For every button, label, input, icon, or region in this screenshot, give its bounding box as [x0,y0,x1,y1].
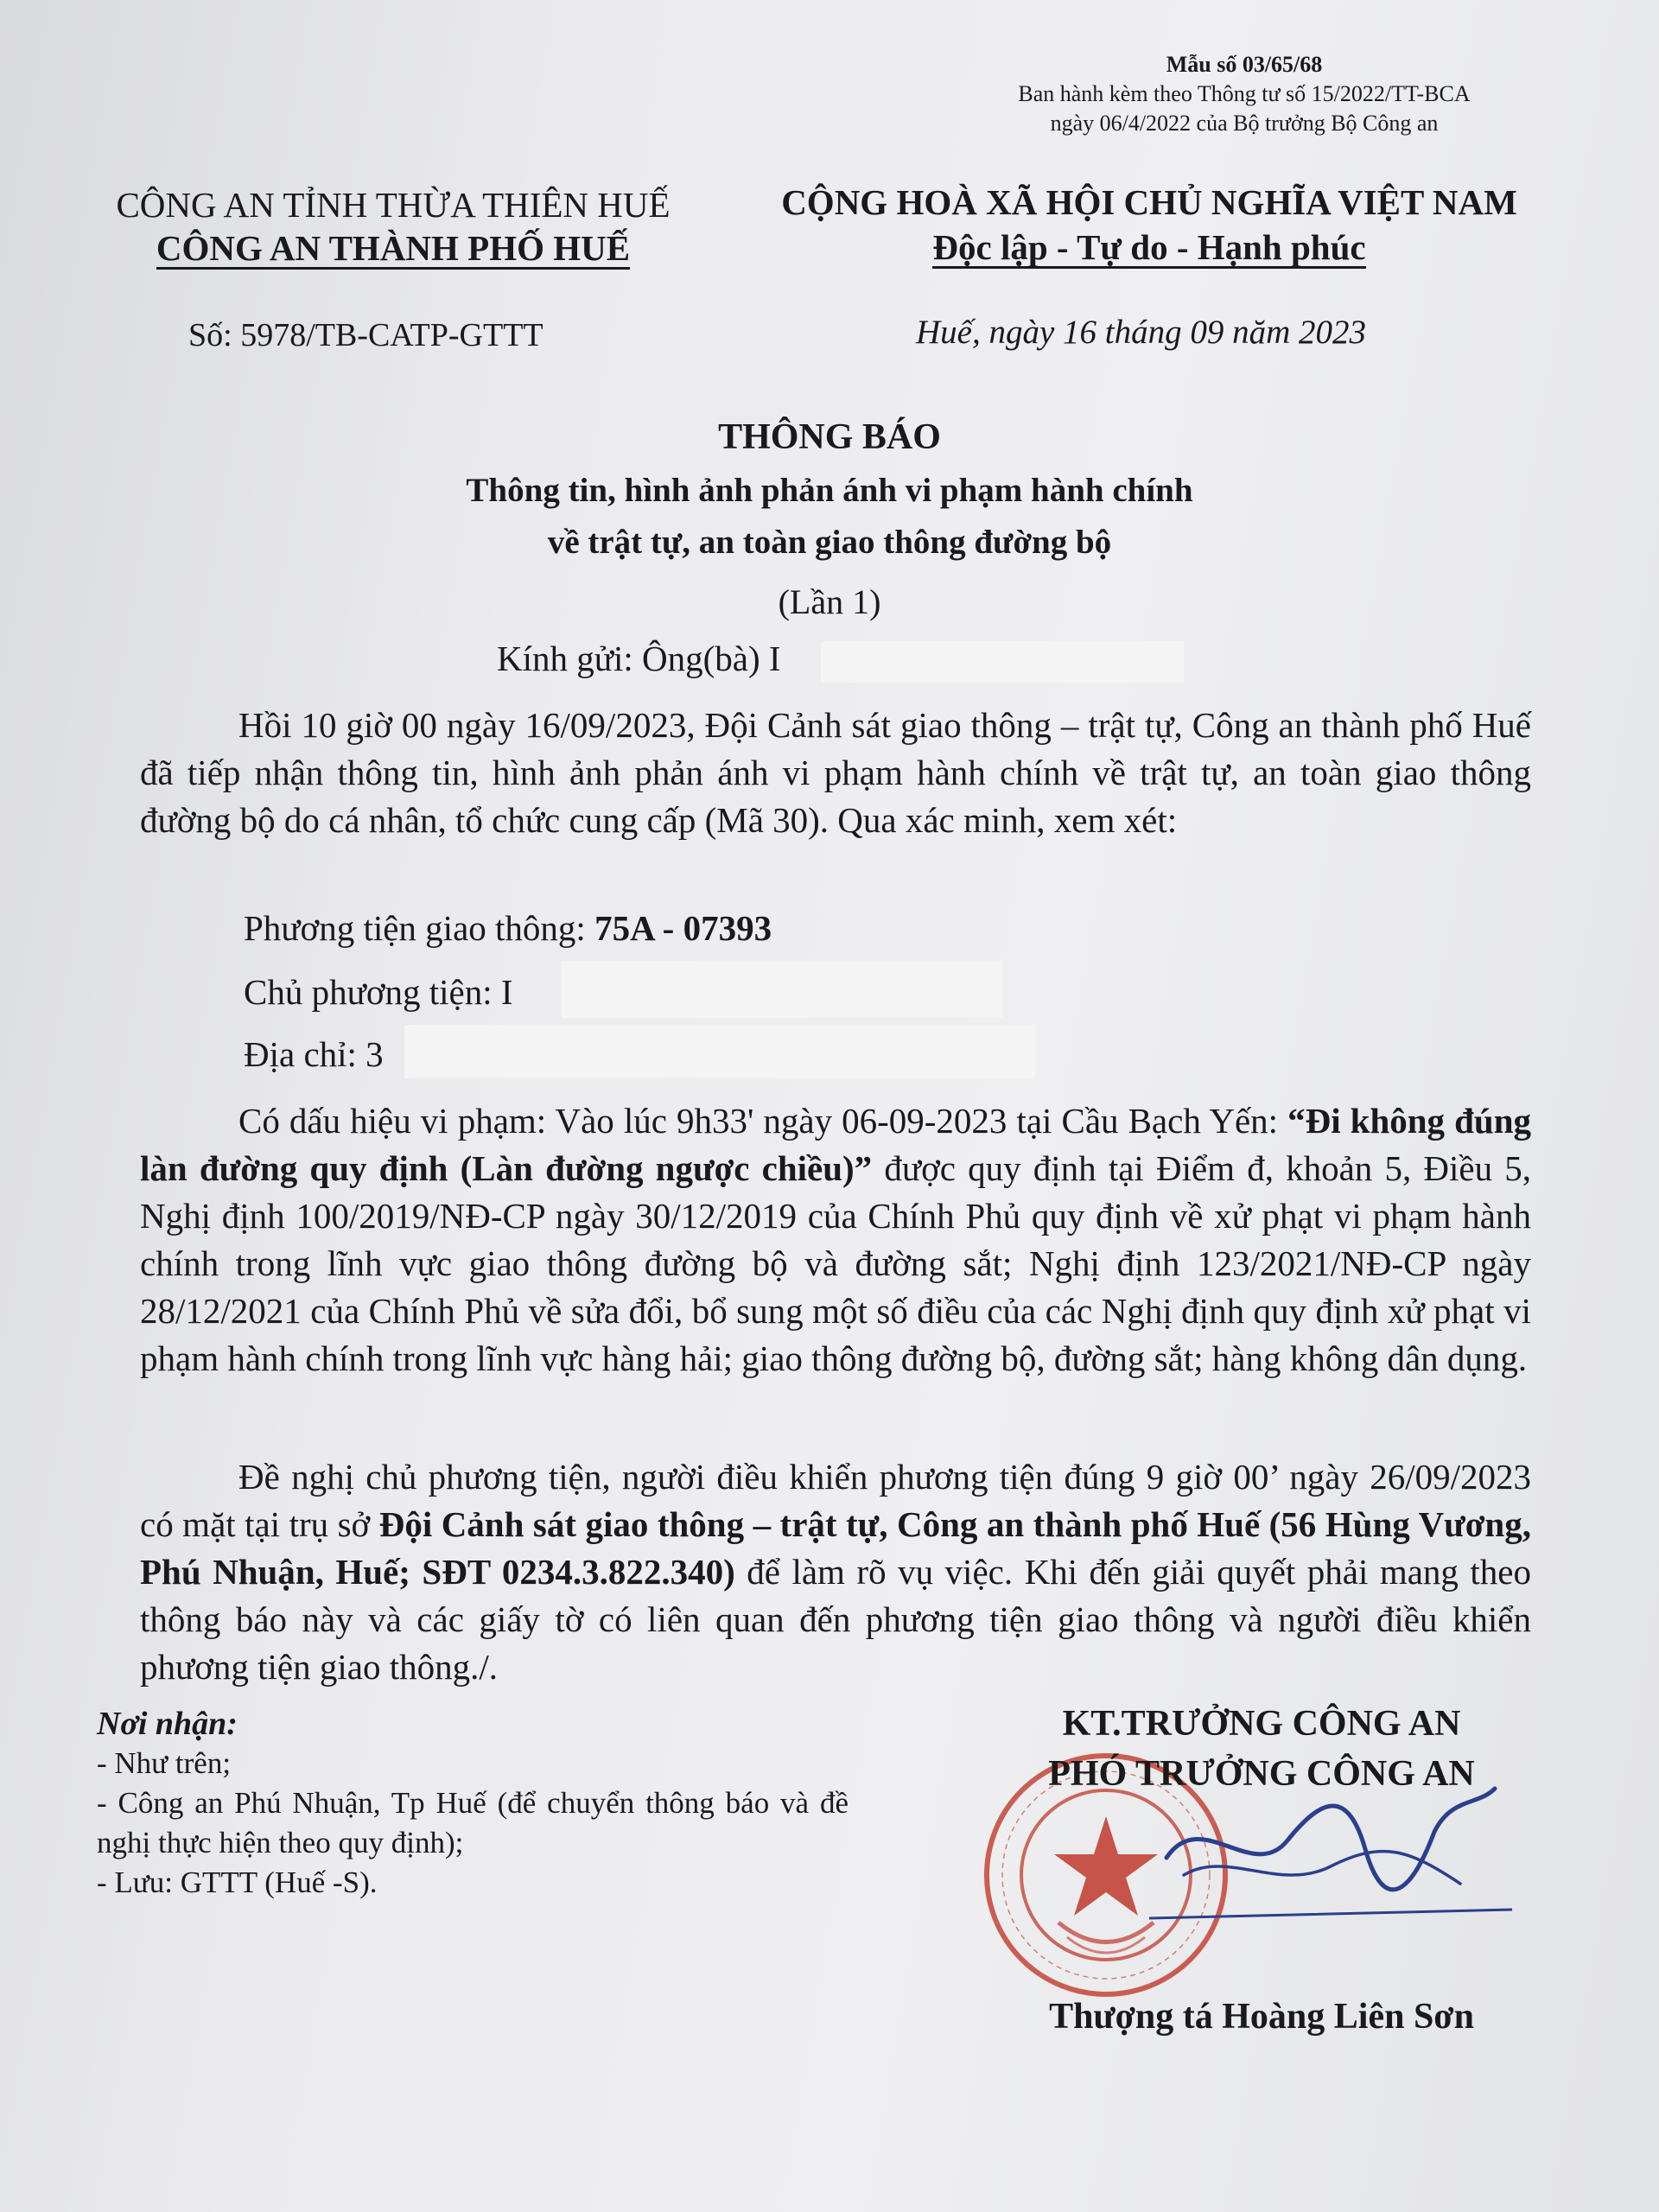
violation-intro: Có dấu hiệu vi phạm: Vào lúc 9h33' ngày 06-09-2023 tại Cầu Bạch Yến: [238,1101,1288,1141]
address-field: Địa chỉ: 3 [244,1034,384,1074]
document-subtitle-1: Thông tin, hình ảnh phản ánh vi phạm hành chính [466,472,1193,509]
request-instructions: để làm rõ vụ việc. Khi đến giải quyết phải mang theo thông báo này và các giấy tờ có liên quan đến phương tiện giao thông và người điều khiển phương tiện giao thông./. [140,1552,1531,1687]
issuing-agency-header [52,183,734,270]
violation-description: “Đi không đúng làn đường quy định (Làn đường ngược chiều)” [140,1101,1531,1188]
form-issued-date: ngày 06/4/2022 của Bộ trưởng Bộ Công an [1050,111,1439,136]
paragraph-violation [140,1097,1531,1382]
parent-agency: CÔNG AN TỈNH THỪA THIÊN HUẾ [116,185,671,225]
national-motto: Độc lập - Tự do - Hạnh phúc [932,227,1366,267]
document-subtitle-2: về trật tự, an toàn giao thông đường bộ [547,524,1112,561]
recipient-line: Kính gửi: Ông(bà) I [497,639,781,678]
owner-field: Chủ phương tiện: I [244,972,513,1012]
request-location: Đội Cảnh sát giao thông – trật tự, Công an thành phố Huế (56 Hùng Vương, Phú Nhuận, Huế; SĐT 0234.3.822.340) [140,1504,1531,1592]
request-intro: Đề nghị chủ phương tiện, người điều khiển phương tiện đúng 9 giờ 00’ ngày 26/09/2023 có mặt tại trụ sở [140,1457,1531,1544]
signature-title-line-2: PHÓ TRƯỞNG CÔNG AN [1048,1754,1475,1794]
recipient-item: - Công an Phú Nhuận, Tp Huế (để chuyển thông báo và đề nghị thực hiện theo quy định); [97,1786,849,1859]
recipients-title: Nơi nhận: [97,1706,238,1742]
paragraph-request [140,1453,1531,1691]
issuing-unit: CÔNG AN THÀNH PHỐ HUẾ [156,228,631,268]
title-block [259,410,1400,629]
recipient-item: - Như trên; [97,1746,232,1780]
vehicle-label: Phương tiện giao thông: [244,908,595,948]
redaction-box [562,961,1002,1018]
recipients-list [97,1704,857,1903]
redaction-box [404,1025,1035,1078]
document-title: THÔNG BÁO [718,417,941,457]
notice-count: (Lần 1) [778,582,881,621]
document-number: Số: 5978/TB-CATP-GTTT [188,317,543,353]
recipient-item: - Lưu: GTTT (Huế -S). [97,1866,378,1899]
document-date: Huế, ngày 16 tháng 09 năm 2023 [916,314,1367,351]
form-issued-by: Ban hành kèm theo Thông tư số 15/2022/TT-BCA [1018,81,1471,106]
paragraph-intro-text: Hồi 10 giờ 00 ngày 16/09/2023, Đội Cảnh sát giao thông – trật tự, Công an thành phố Huế đã tiếp nhận thông tin, hình ảnh phản ánh vi phạm hành chính về trật tự, an toàn giao thông đường bộ do cá nhân, tổ chức cung cấp (Mã 30). Qua xác minh, xem xét: [140,705,1531,840]
nation-name: CỘNG HOÀ XÃ HỘI CHỦ NGHĨA VIỆT NAM [781,182,1517,222]
violation-legal-basis: được quy định tại Điểm đ, khoản 5, Điều 5, Nghị định 100/2019/NĐ-CP ngày 30/12/2019 của Chính Phủ quy định về xử phạt vi phạm hành chính trong lĩnh vực giao thông đường bộ và đường sắt; Nghị định 123/2021/NĐ-CP ngày 28/12/2021 của Chính Phủ về sửa đổi, bổ sung một số điều của các Nghị định quy định xử phạt vi phạm hành chính trong lĩnh vực hàng hải; giao thông đường bộ, đường sắt; hàng không dân dụng. [140,1148,1531,1378]
paragraph-intro [140,702,1531,844]
form-number-block [907,50,1581,138]
vehicle-field [244,907,772,949]
handwritten-signature-icon [1149,1754,1512,1927]
signature-title-line-1: KT.TRƯỞNG CÔNG AN [1062,1704,1461,1744]
form-number: Mẫu số 03/65/68 [1166,52,1323,77]
vehicle-plate: 75A - 07393 [594,908,772,948]
redaction-box [821,641,1184,683]
national-header [717,180,1581,270]
signer-name: Thượng tá Hoàng Liên Sơn [1049,1997,1474,2037]
